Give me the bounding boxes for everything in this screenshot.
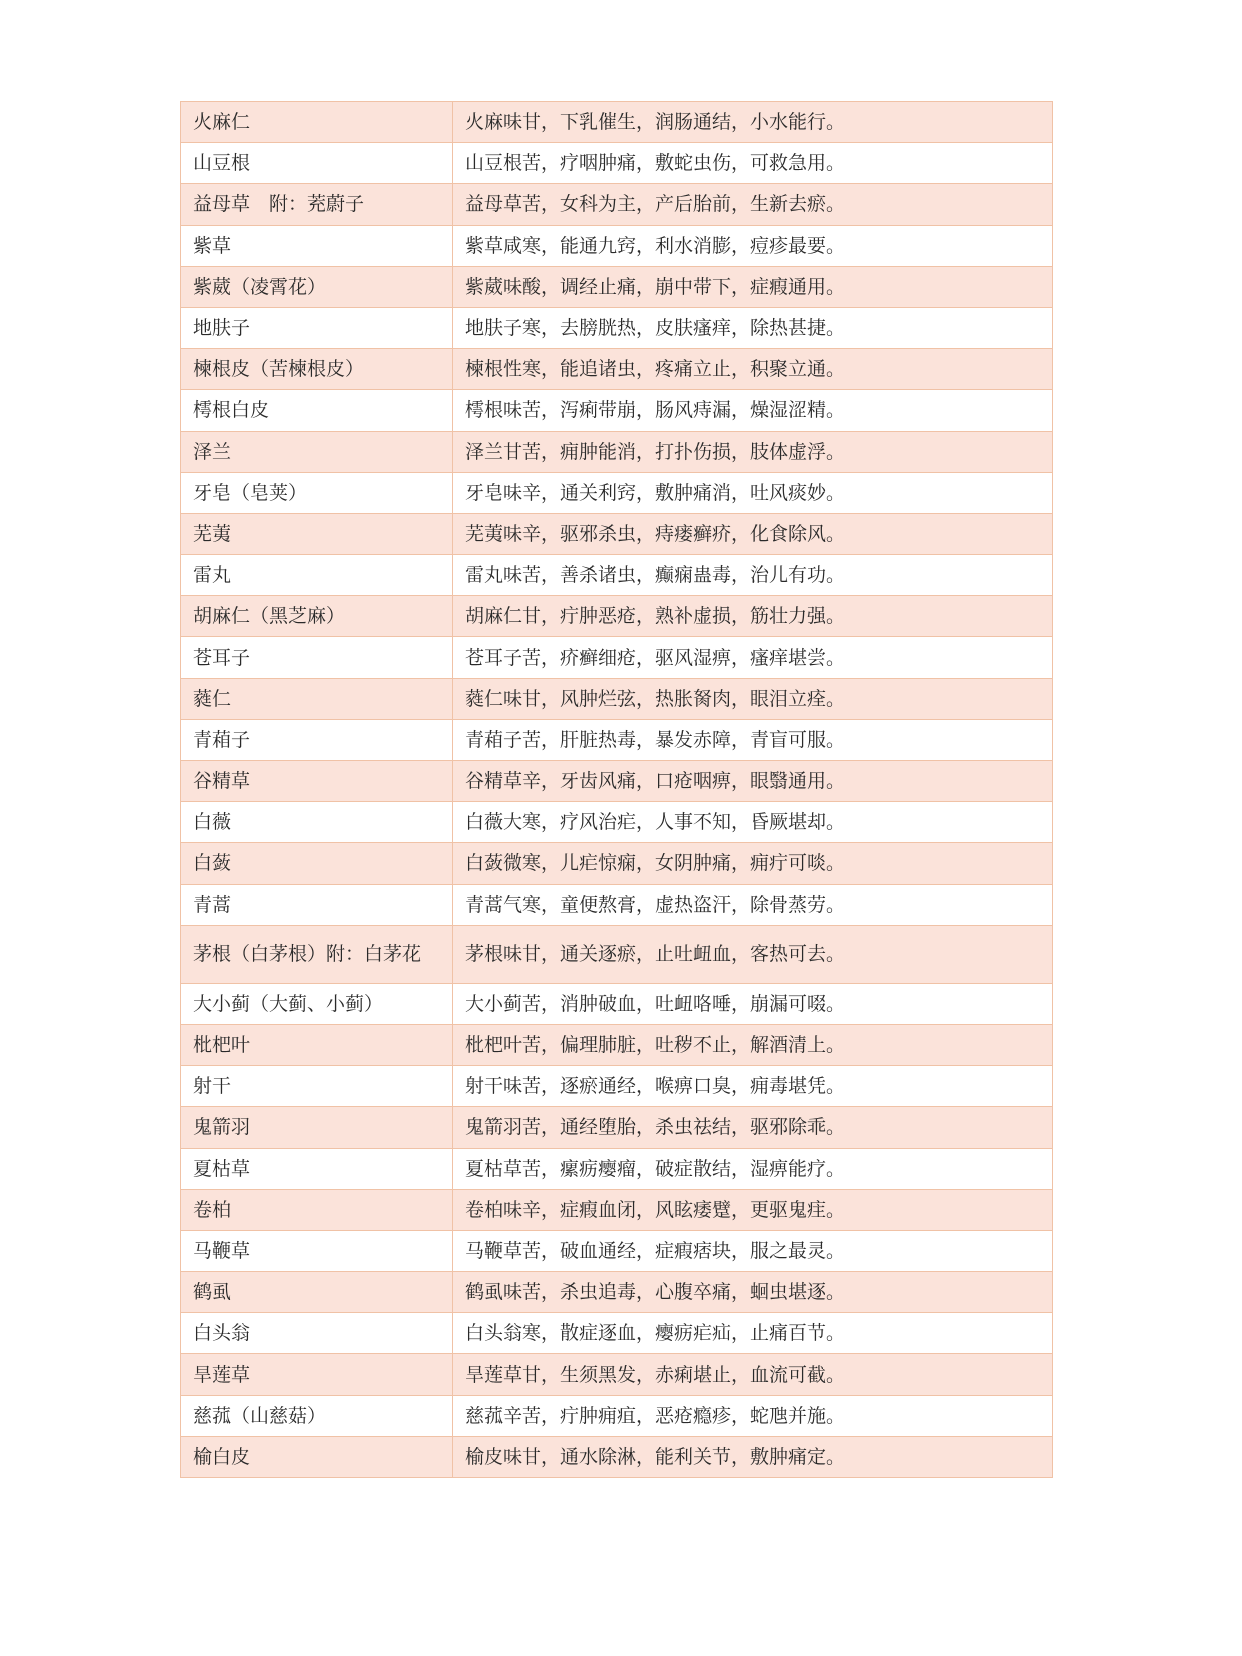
herb-verse-cell: 鬼箭羽苦，通经堕胎，杀虫祛结，驱邪除乖。 — [453, 1107, 1053, 1148]
herb-name-cell: 白头翁 — [181, 1313, 453, 1354]
herb-name-cell: 鹤虱 — [181, 1272, 453, 1313]
table-row — [181, 1107, 1053, 1148]
herb-name-cell: 茅根（白茅根）附：白茅花 — [181, 925, 453, 983]
table-row — [181, 390, 1053, 431]
herb-verse-cell: 芜荑味辛，驱邪杀虫，痔瘘癣疥，化食除风。 — [453, 513, 1053, 554]
table-row — [181, 925, 1053, 983]
table-row — [181, 307, 1053, 348]
herb-verse-cell: 益母草苦，女科为主，产后胎前，生新去瘀。 — [453, 184, 1053, 225]
herb-verse-cell: 楝根性寒，能追诸虫，疼痛立止，积聚立通。 — [453, 349, 1053, 390]
table-row — [181, 1354, 1053, 1395]
herb-name-cell: 青葙子 — [181, 719, 453, 760]
table-row — [181, 472, 1053, 513]
table-row — [181, 143, 1053, 184]
herb-name-cell: 火麻仁 — [181, 102, 453, 143]
herb-name-cell: 楝根皮（苦楝根皮） — [181, 349, 453, 390]
herb-verse-cell: 紫葳味酸，调经止痛，崩中带下，症瘕通用。 — [453, 266, 1053, 307]
table-row — [181, 513, 1053, 554]
herb-verse-cell: 胡麻仁甘，疔肿恶疮，熟补虚损，筋壮力强。 — [453, 596, 1053, 637]
herb-name-cell: 胡麻仁（黑芝麻） — [181, 596, 453, 637]
herb-verse-cell: 卷柏味辛，症瘕血闭，风眩痿躄，更驱鬼疰。 — [453, 1189, 1053, 1230]
herb-verse-cell: 地肤子寒，去膀胱热，皮肤瘙痒，除热甚捷。 — [453, 307, 1053, 348]
table-row — [181, 184, 1053, 225]
herb-name-cell: 旱莲草 — [181, 1354, 453, 1395]
herb-verse-cell: 山豆根苦，疗咽肿痛，敷蛇虫伤，可救急用。 — [453, 143, 1053, 184]
herb-name-cell: 枇杷叶 — [181, 1024, 453, 1065]
table-row — [181, 1189, 1053, 1230]
herb-table-body — [181, 102, 1053, 1478]
herb-verse-cell: 榆皮味甘，通水除淋，能利关节，敷肿痛定。 — [453, 1436, 1053, 1477]
table-row — [181, 1066, 1053, 1107]
table-row — [181, 266, 1053, 307]
herb-name-cell: 慈菰（山慈菇） — [181, 1395, 453, 1436]
herb-name-cell: 白薇 — [181, 802, 453, 843]
table-row — [181, 349, 1053, 390]
herb-verse-cell: 白蔹微寒，儿疟惊痫，女阴肿痛，痈疔可啖。 — [453, 843, 1053, 884]
herb-verse-table — [180, 101, 1053, 1478]
table-row — [181, 1230, 1053, 1271]
table-row — [181, 555, 1053, 596]
table-row — [181, 225, 1053, 266]
table-row — [181, 637, 1053, 678]
table-row — [181, 761, 1053, 802]
herb-name-cell: 蕤仁 — [181, 678, 453, 719]
herb-verse-cell: 白薇大寒，疗风治疟，人事不知，昏厥堪却。 — [453, 802, 1053, 843]
herb-verse-cell: 火麻味甘，下乳催生，润肠通结，小水能行。 — [453, 102, 1053, 143]
herb-name-cell: 泽兰 — [181, 431, 453, 472]
herb-name-cell: 地肤子 — [181, 307, 453, 348]
table-row — [181, 843, 1053, 884]
table-row — [181, 1148, 1053, 1189]
table-row — [181, 719, 1053, 760]
herb-name-cell: 牙皂（皂荚） — [181, 472, 453, 513]
herb-name-cell: 雷丸 — [181, 555, 453, 596]
herb-verse-cell: 牙皂味辛，通关利窍，敷肿痛消，吐风痰妙。 — [453, 472, 1053, 513]
herb-name-cell: 白蔹 — [181, 843, 453, 884]
herb-verse-cell: 夏枯草苦，瘰疬瘿瘤，破症散结，湿痹能疗。 — [453, 1148, 1053, 1189]
herb-verse-cell: 鹤虱味苦，杀虫追毒，心腹卒痛，蛔虫堪逐。 — [453, 1272, 1053, 1313]
herb-verse-cell: 紫草咸寒，能通九窍，利水消膨，痘疹最要。 — [453, 225, 1053, 266]
table-row — [181, 983, 1053, 1024]
table-row — [181, 431, 1053, 472]
table-row — [181, 1272, 1053, 1313]
herb-name-cell: 紫葳（凌霄花） — [181, 266, 453, 307]
herb-name-cell: 苍耳子 — [181, 637, 453, 678]
herb-verse-cell: 泽兰甘苦，痈肿能消，打扑伤损，肢体虚浮。 — [453, 431, 1053, 472]
herb-verse-cell: 旱莲草甘，生须黑发，赤痢堪止，血流可截。 — [453, 1354, 1053, 1395]
herb-verse-cell: 青蒿气寒，童便熬膏，虚热盗汗，除骨蒸劳。 — [453, 884, 1053, 925]
herb-verse-cell: 茅根味甘，通关逐瘀，止吐衄血，客热可去。 — [453, 925, 1053, 983]
herb-verse-cell: 枇杷叶苦，偏理肺脏，吐秽不止，解酒清上。 — [453, 1024, 1053, 1065]
herb-name-cell: 樗根白皮 — [181, 390, 453, 431]
table-row — [181, 1024, 1053, 1065]
herb-verse-cell: 白头翁寒，散症逐血，瘿疬疟疝，止痛百节。 — [453, 1313, 1053, 1354]
herb-name-cell: 益母草 附：茺蔚子 — [181, 184, 453, 225]
herb-name-cell: 谷精草 — [181, 761, 453, 802]
herb-name-cell: 夏枯草 — [181, 1148, 453, 1189]
table-row — [181, 1395, 1053, 1436]
table-row — [181, 678, 1053, 719]
table-row — [181, 802, 1053, 843]
table-row — [181, 1313, 1053, 1354]
herb-verse-cell: 谷精草辛，牙齿风痛，口疮咽痹，眼翳通用。 — [453, 761, 1053, 802]
herb-name-cell: 鬼箭羽 — [181, 1107, 453, 1148]
herb-name-cell: 马鞭草 — [181, 1230, 453, 1271]
herb-verse-cell: 大小蓟苦，消肿破血，吐衄咯唾，崩漏可啜。 — [453, 983, 1053, 1024]
table-row — [181, 884, 1053, 925]
herb-name-cell: 芜荑 — [181, 513, 453, 554]
herb-name-cell: 榆白皮 — [181, 1436, 453, 1477]
herb-verse-cell: 青葙子苦，肝脏热毒，暴发赤障，青盲可服。 — [453, 719, 1053, 760]
herb-verse-cell: 射干味苦，逐瘀通经，喉痹口臭，痈毒堪凭。 — [453, 1066, 1053, 1107]
herb-name-cell: 射干 — [181, 1066, 453, 1107]
table-row — [181, 596, 1053, 637]
herb-name-cell: 山豆根 — [181, 143, 453, 184]
herb-verse-cell: 雷丸味苦，善杀诸虫，癫痫蛊毒，治儿有功。 — [453, 555, 1053, 596]
herb-name-cell: 卷柏 — [181, 1189, 453, 1230]
herb-verse-cell: 蕤仁味甘，风肿烂弦，热胀胬肉，眼泪立痊。 — [453, 678, 1053, 719]
herb-verse-cell: 慈菰辛苦，疔肿痈疽，恶疮瘾疹，蛇虺并施。 — [453, 1395, 1053, 1436]
table-row — [181, 1436, 1053, 1477]
herb-verse-cell: 苍耳子苦，疥癣细疮，驱风湿痹，瘙痒堪尝。 — [453, 637, 1053, 678]
herb-verse-cell: 樗根味苦，泻痢带崩，肠风痔漏，燥湿涩精。 — [453, 390, 1053, 431]
herb-name-cell: 青蒿 — [181, 884, 453, 925]
herb-verse-cell: 马鞭草苦，破血通经，症瘕痞块，服之最灵。 — [453, 1230, 1053, 1271]
table-row — [181, 102, 1053, 143]
herb-name-cell: 大小蓟（大蓟、小蓟） — [181, 983, 453, 1024]
herb-name-cell: 紫草 — [181, 225, 453, 266]
